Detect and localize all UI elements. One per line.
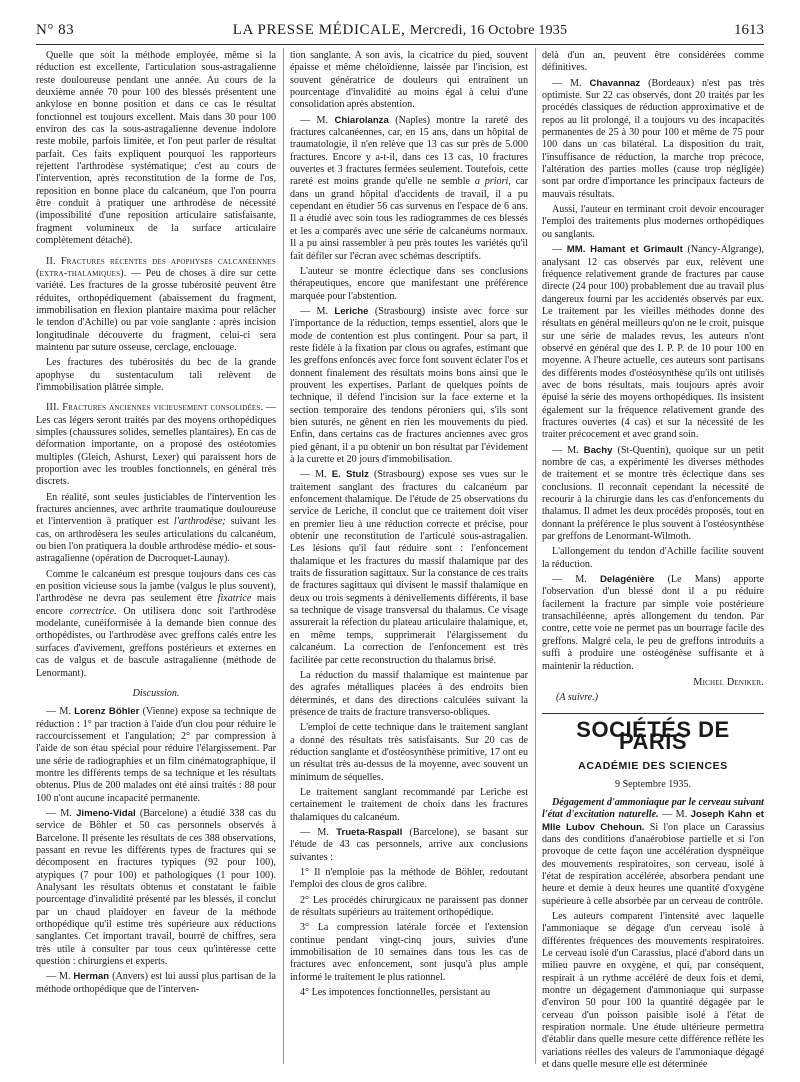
paragraph: — M. Chiarolanza (Naples) montre la rareté des fractures calcanéennes, car, en 15 ans, dans un hôpital de traumatologie, il n'en relève que 13 cas sur près de 5.000 fractures. Encore y a-t-il, dans ces 13 cas, 10 fractures ouvertes et 3 fractures fermées seulement. Toutefois, cette rareté est moins grande qu'elle ne semble a priori, car dans un grand hôpital d'accidents de travail, il a pu cependant en étudier 56 cas survenus en l'espace de 6 ans. Il a étudié avec soin tous les radiogrammes de ces blessés et les a comparés avec une série de calcanéums normaux. Il a pu ainsi rassembler à peu près toutes les variétés qu'il fait défiler sur l'écran avec schémas descriptifs. bbox=[290, 114, 529, 262]
paragraph: Les fractures des tubérosités du bec de la grande apophyse du sustentaculum tali relèvent de l'immobilisation plâtrée simple. bbox=[36, 357, 276, 393]
paragraph: La réduction du massif thalamique est maintenue par des agrafes métalliques placées à des endroits bien déterminés, et dans des directions calculées suivant la présence de traits de fracture transverso-obliques. bbox=[290, 669, 528, 718]
section-rule bbox=[542, 713, 764, 714]
paragraph: L'emploi de cette technique dans le traitement sanglant a donné des résultats très satisfaisants. Sur 20 cas de réduction sanglante et d'ostéosynthèse primitive, 17 ont eu un résultat très au-dessus de la moyenne, avec souvent un minimum de séquelles. bbox=[290, 722, 528, 783]
list-item: 2° Les procédés chirurgicaux ne paraissent pas donner de résultats supérieurs au traitement orthopédique. bbox=[290, 894, 528, 919]
signature: Michel Deniker. bbox=[693, 676, 764, 688]
journal-name: LA PRESSE MÉDICALE, bbox=[232, 22, 406, 38]
author-name: Leriche bbox=[334, 305, 369, 317]
paragraph: L'auteur se montre éclectique dans ses conclusions thérapeutiques, encore que manifestant une préférence marquée pour l'abstention. bbox=[290, 265, 528, 302]
column-left bbox=[36, 50, 276, 999]
paragraph: II. Fractures récentes des apophyses calcanéennes (extra-thalamiques). — Peu de choses à dire sur cette variété. Les fractures de la grosse tubérosité peuvent être réduites, orthopédiquement (abaissement du fragment, immobilisation en flexion plantaire maxima pour relâcher le tendon d'Achille) ou par voie sanglante : après incision longitudinale découverte du fragment, celui-ci sera maintenu par suture osseuse, cerclage, enclouage. bbox=[36, 255, 276, 353]
section-title: SOCIÉTÉS DE PARIS bbox=[576, 716, 730, 754]
subsection-title: ACADÉMIE DES SCIENCES bbox=[578, 760, 728, 773]
section-heading: III. Fractures anciennes vicieusement consolidées. bbox=[46, 402, 264, 414]
section-heading: II. Fractures récentes des apophyses calcanéennes (extra-thalamiques). bbox=[36, 255, 276, 279]
issue-number: N° 83 bbox=[36, 22, 75, 38]
page-number: 1613 bbox=[734, 22, 764, 38]
column-divider bbox=[535, 48, 536, 1064]
author-name: MM. Hamant et Grimault bbox=[566, 244, 683, 256]
author-name: E. Stulz bbox=[331, 469, 369, 481]
list-item: 4° Les impotences fonctionnelles, persistant au bbox=[300, 987, 491, 999]
column-divider bbox=[283, 48, 284, 1064]
author-name: Bachy bbox=[583, 444, 613, 456]
column-right bbox=[542, 50, 764, 1074]
paragraph: L'allongement du tendon d'Achille facilite souvent la réduction. bbox=[542, 546, 764, 570]
paragraph: tion sanglante. A son avis, la cicatrice du pied, souvent épaisse et même chéloïdienne, laissée par l'incision, est souvent génératrice de douleurs qui entraînent un pourcentage d'invalidité au moins égal à celui d'une consolidation après abstention. bbox=[290, 50, 528, 111]
author-name: Chiarolanza bbox=[334, 114, 389, 126]
discussion-heading: Discussion. bbox=[132, 687, 180, 699]
paragraph: Les auteurs comparent l'intensité avec laquelle l'ammoniaque se dégage d'un cerveau isolé à différentes fréquences des mouvements respiratoires. Le cerveau isolé d'un Carassius, placé d'abord dans un milieu pauvre en oxygène, et qui, par conséquent, respirait à un rythme accéléré de deux fois et demi, montre un dégagement d'ammoniaque qui surpasse d'environ 50 pour 100 la quantité dégagée par le cerveau d'un poisson paisible isolé à l'état de respiration normale. Une étude ultérieure permettra d'établir dans quelle mesure cette différence reflète les variations réelles des valeurs de l'ammoniaque dégagé et dans quelle mesure elle est déterminée bbox=[542, 911, 764, 1071]
session-date: 9 Septembre 1935. bbox=[615, 778, 691, 790]
column-middle bbox=[290, 50, 528, 1002]
author-name: Delagénière bbox=[599, 574, 655, 586]
author-name: Herman bbox=[73, 971, 110, 983]
paragraph: Comme le calcanéum est presque toujours dans ces cas en position vicieuse sous la jambe (valgus le plus souvent), l'arthrodèse ne devra pas seulement être fixatrice mais encore correctrice. On utilisera donc soit l'arthrodèse modelante, cunéiformisée à la demande bien connue des orthopédistes, ou l'arthrodèse avec greffons calés entre les surfaces d'avivement, greffons postérieurs et externes en cas de valgus et de bascule astragalienne (méthode de Lenormant). bbox=[36, 568, 276, 679]
paragraph: — M. Herman (Anvers) est lui aussi plus partisan de la méthode orthopédique que de l'interven- bbox=[36, 971, 276, 995]
author-name: Lorenz Böhler bbox=[74, 706, 140, 718]
paragraph: — M. Trueta-Raspall (Barcelone), se basant sur l'étude de 43 cas personnels, arrive aux conclusions suivantes : bbox=[290, 826, 528, 863]
to-be-continued: (A suivre.) bbox=[556, 692, 599, 704]
author-name: Jimeno-Vidal bbox=[76, 807, 136, 819]
paragraph: — M. Bachy (St-Quentin), quoique sur un petit nombre de cas, a expérimenté les diverses méthodes de traitement et se montre très éclectique dans ses conclusions. Il reconnaît cependant la nécessité de recourir à la chirurgie dans les cas d'enfoncements du thalamus. Il admet les deux procédés proposés, tout en donnant la préférence le plus souvent à l'ostéosynthèse par greffons de Lenormant-Wilmoth. bbox=[542, 444, 764, 543]
paragraph: — M. Chavannaz (Bordeaux) n'est pas très optimiste. Sur 22 cas observés, dont 20 traités par les procédés classiques de réduction approximative et de repos au lit prolongé, il a toujours vu des incapacités permanentes de 25 à 30 pour 100 et même de 75 pour 100 dans un cas bilatéral. La disposition du trait, l'insuffisance de réduction, la marche trop précoce, l'altération des parties molles (cause trop négligée) sont par ordre d'importance les principaux facteurs de mauvais résultats. bbox=[542, 77, 764, 200]
list-item: 3° La compression latérale forcée et l'extension continue pendant vingt-cinq jours, suivies d'une immobilisation de 10 semaines dans tous les cas de fractures avec enfoncement, sont jusqu'à plus ample informé le traitement le plus rationnel. bbox=[290, 922, 528, 983]
paragraph: — M. Leriche (Strasbourg) insiste avec force sur l'importance de la réduction, temps essentiel, alors que le mode de contention est plus contingent. Pour sa part, il reste fidèle à la fixation par clous ou agrafes, estimant que les greffons enfoncés avec force font souvent éclater l'os et donnent finalement des résultats moins bons ainsi que le prouvent les expertises. Parlant de quelques points de technique, il défend l'incision sur la face externe et la section temporaire des tendons péroniers qui, s'ils sont bien suturés, ne gênent en rien les mouvements du pied. Enfin, dans certains cas de fractures anciennes avec gros pied gênant, il a pu obtenir un bon résultat par l'évidement à la curette et 20 jours d'immobilisation. bbox=[290, 305, 528, 465]
header-rule bbox=[36, 44, 764, 45]
paragraph: — MM. Hamant et Grimault (Nancy-Algrange), analysant 12 cas observés par eux, relèvent une fréquence relativement grande de fractures par cause directe (24 pour 100) probablement due au travail plus dangereux fourni par les accidentés observés par eux. Le traitement par les vieilles méthodes donne des résultats en général meilleurs qu'on ne le croit, puisque sur une série de malades revus, les auteurs n'ont observé en général que des I. P. P. de 10 pour 100 en moyenne. A l'heure actuelle, ces auteurs sont partisans des différents modes d'ostéosynthèse qu'ils ont utilisés avec de bons résultats, mais toujours après avoir épuisé la série des moyens orthopédiques. Ils insistent également sur la fréquence relativement grande des fractures ouvertes (4 cas) et sur la nécessité de les traiter précocement et avec grand soin. bbox=[542, 244, 765, 441]
paragraph: Le traitement sanglant recommandé par Leriche est certainement le traitement de choix dans les fractures thalamiques du calcanéum. bbox=[290, 786, 528, 823]
paragraph: Aussi, l'auteur en terminant croit devoir encourager l'emploi des traitements plus modernes orthopédiques ou sanglants. bbox=[542, 204, 764, 240]
paragraph: delà d'un an, peuvent être considérées comme définitives. bbox=[542, 50, 764, 74]
author-name: Chavannaz bbox=[589, 77, 641, 89]
article-title: Dégagement d'ammoniaque par le cerveau suivant l'état d'excitation naturelle. bbox=[542, 796, 764, 821]
list-item: 1° Il n'emploie pas la méthode de Böhler, redoutant l'emploi des clous de gros calibre. bbox=[290, 867, 528, 891]
paragraph: En réalité, sont seules justiciables de l'intervention les fractures anciennes, avec arthrite traumatique douloureuse et l'intervention à pratiquer est l'arthrodèse; suivant les cas, on arthrodèsera les seules articulations du calcanéum, ou bien l'on pratiquera la double arthrodèse médio- et sous-astragalienne (opération de Ducroquet-Launay). bbox=[36, 491, 276, 565]
paragraph: — M. Delagénière (Le Mans) apporte l'observation d'un blessé dont il a pu réduire facilement la fracture par simple voie postérieure transachiléenne, après allongement du tendon. Par contre, cette voie ne permet pas un bourrage facile des greffons. Malgré cela, le peu de greffons introduits a suffi à produire une ostéogénèse suffisante et à maintenir la réduction. bbox=[542, 574, 764, 672]
paragraph: — M. Lorenz Böhler (Vienne) expose sa technique de réduction : 1° par traction à l'aide d'un clou pour réduire le raccourcissement et l'angulation; 2° par compression à l'aide de son étau spécial pour réduire l'élargissement. Par une série de radiographies et un film cinématographique, il montre les différents temps de sa technique et les résultats obtenus. Plus de 200 malades ont été ainsi traités : 88 pour 100 n'ont aucune incapacité permanente. bbox=[36, 706, 277, 804]
paragraph: — M. Jimeno-Vidal (Barcelone) a étudié 338 cas du service de Böhler et 50 cas personnels observés à Barcelone. Il présente les résultats de ces 388 observations, passant en revue les différents types de fractures qui se décomposent en fractures typiques (92 pour 100), atypiques (7 pour 100) et pathologiques (1 pour 100). Analysant les résultats obtenus et constatant le faible pourcentage d'invalidité présenté par les blessés, il conclut par un chaud plaidoyer en faveur de la méthode orthopédique qu'il estime très supérieure aux réductions sanglantes. Cet important travail, bourré de chiffres, sera très utile à consulter par tous ceux qu'intéresse cette question : chirurgiens et experts. bbox=[36, 807, 276, 968]
issue-date: Mercredi, 16 Octobre 1935 bbox=[409, 23, 568, 38]
paragraph: — M. E. Stulz (Strasbourg) expose ses vues sur le traitement sanglant des fractures du calcanéum par enfoncement thalamique. De l'étude de 25 observations du service de Leriche, il conclut que ce traitement doit viser en premier lieu à une réduction correcte et précise, pour obtenir une reconstitution de l'articulé sous-astragalien. Les lésions qu'il faut réduire sont : l'enfoncement thalamique et les fractures du massif thalamique par des traits de fissuration sagittaux. Sur la constance de ces traits de fractures sagittaux qui divisent le massif thalamique en deux ou trois segments à dénivellements différents, il base sa technique de visage transversal du thalamus. Ce visage assurerait la réfection du plateau articulaire thalamique, et, en même temps, supprimerait l'élargissement du calcanéum. La correction de l'enfoncement est très facilitée par cette reconstruction du thalamus brisé. bbox=[290, 469, 528, 666]
paragraph: Dégagement d'ammoniaque par le cerveau suivant l'état d'excitation naturelle. — M. Joseph Kahn et Mlle Lubov Chehoun. Si l'on place un Carassius dans des conditions d'anaérobiose partielle et si l'on provoque de cette façon une accélération dyspnéique des mouvements respiratoires, son cerveau, isolé à l'état de respiration accélérée, absorbera pendant une heure et demie à deux heures une quantité d'oxygène supérieure à celle absorbée par un cerveau de contrôle. bbox=[542, 796, 764, 907]
paragraph: Quelle que soit la méthode employée, même si la réduction est excellente, l'articulation sous-astragalienne reste douloureuse pendant une année. Au cours de la deuxième année 70 pour 100 des blessés présentent une ankylose en bonne position et dans ce cas le résultat fonctionnel est toujours excellent. Mais dans 30 pour 100 environ des cas la sous-astragalienne devenue indolore reste mobile, parfois limitée, et l'on peut parler de résultat parfait. Ces faits expliquent pourquoi les rapporteurs rejettent l'arthrodèse systématique; c'est au cours de l'intervention, après reconstitution de la forme de l'os, reposition en bonne place du calcanéum, que l'on pourra être conduit à pratiquer une arthrodèse de nécessité (impossibilité d'une reposition articulaire satisfaisante, fragment volumineux de la surface articulaire complètement détaché). bbox=[36, 50, 276, 247]
journal-title-line bbox=[36, 22, 764, 39]
author-name: Joseph Kahn et Mlle Lubov Chehoun. bbox=[542, 809, 764, 833]
paragraph: III. Fractures anciennes vicieusement consolidées. — Les cas légers seront traités par des moyens orthopédiques simples (chaussures solides, semelles plantaires). En cas de déformation importante, on a proposé des ostéotomies multiples (Gleich, Ashurst, Lexer) qui paraissent hors de proportion avec les troubles fonctionnels, en général très discrets. bbox=[36, 402, 276, 488]
author-name: Trueta-Raspall bbox=[336, 826, 403, 838]
page-header bbox=[36, 22, 764, 44]
